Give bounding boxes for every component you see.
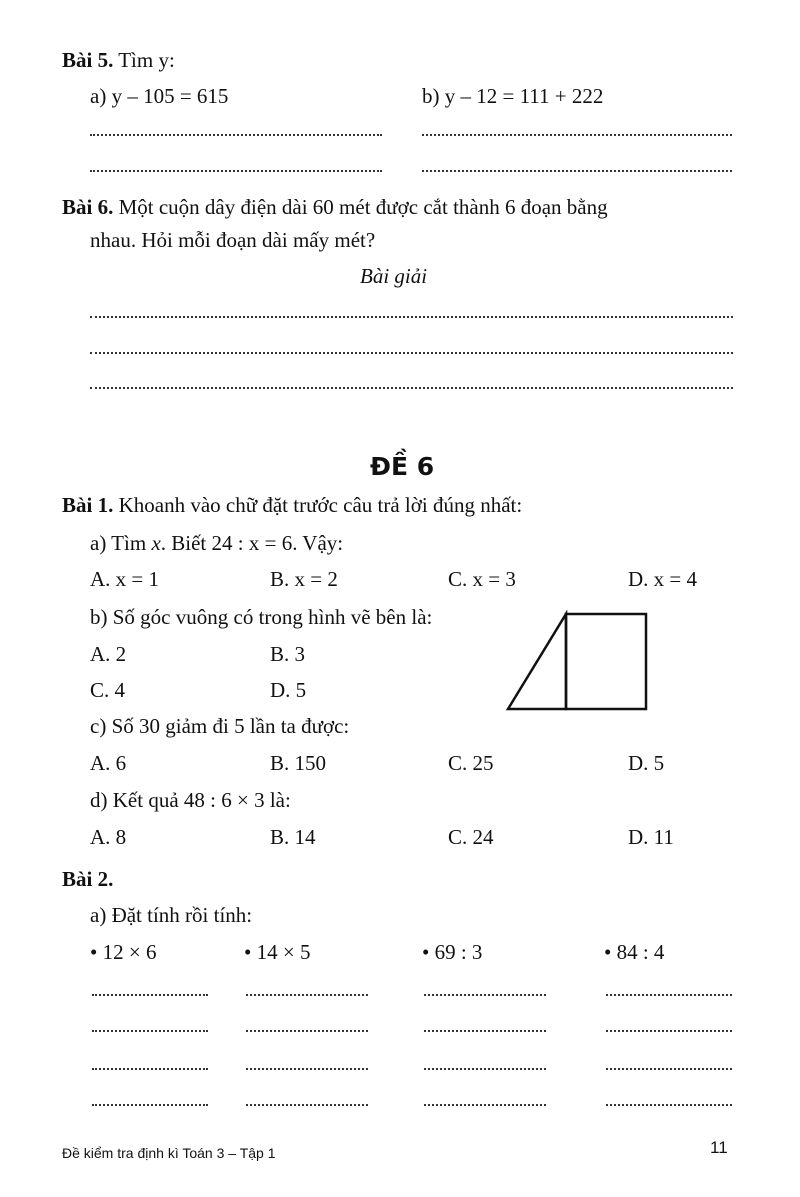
- working-line: [424, 1104, 546, 1106]
- calc-item-2: • 14 × 5: [244, 940, 311, 964]
- section-heading: ĐỀ 6: [370, 452, 435, 481]
- bai6-title: Bài 6.: [62, 195, 114, 219]
- right-angle-figure: [500, 606, 656, 714]
- bai2-title: Bài 2.: [62, 867, 114, 891]
- answer-line: [90, 170, 382, 172]
- calc-item-1: • 12 × 6: [90, 940, 157, 964]
- question-a-prefix: a) Tìm: [90, 531, 152, 555]
- option-b-a: A. 2: [90, 642, 127, 666]
- option-b-d: D. 5: [270, 678, 307, 702]
- option-c-b: B. 150: [270, 751, 327, 775]
- question-a-var: x: [151, 531, 161, 555]
- question-c: c) Số 30 giảm đi 5 lần ta được:: [90, 714, 350, 738]
- working-line: [606, 1068, 732, 1070]
- bai1-title: Bài 1.: [62, 493, 114, 517]
- bai5-title: Bài 5.: [62, 48, 114, 72]
- question-d: d) Kết quả 48 : 6 × 3 là:: [90, 788, 291, 812]
- book-footer: Đề kiểm tra định kì Toán 3 – Tập 1: [62, 1145, 276, 1161]
- working-line: [606, 1030, 732, 1032]
- option-c-d: D. 5: [628, 751, 665, 775]
- question-a: [90, 533, 343, 554]
- working-line: [424, 994, 546, 996]
- option-d-d: D. 11: [628, 825, 674, 849]
- option-b-c: C. 4: [90, 678, 126, 702]
- answer-line: [90, 352, 733, 354]
- working-line: [246, 994, 368, 996]
- bai5-heading: [62, 50, 175, 71]
- working-line: [606, 1104, 732, 1106]
- calc-item-4: • 84 : 4: [604, 940, 665, 964]
- page-number: 11: [710, 1138, 728, 1157]
- option-d-c: C. 24: [448, 825, 494, 849]
- option-a-a: A. x = 1: [90, 567, 160, 591]
- option-b-b: B. 3: [270, 642, 306, 666]
- working-line: [92, 1104, 208, 1106]
- calc-item-3: • 69 : 3: [422, 940, 483, 964]
- answer-line: [422, 134, 732, 136]
- working-line: [606, 994, 732, 996]
- working-line: [92, 994, 208, 996]
- answer-line: [90, 134, 382, 136]
- option-a-d: D. x = 4: [628, 567, 698, 591]
- option-d-b: B. 14: [270, 825, 316, 849]
- option-c-a: A. 6: [90, 751, 127, 775]
- working-line: [246, 1030, 368, 1032]
- solution-label: Bài giải: [360, 264, 428, 288]
- working-line: [92, 1030, 208, 1032]
- bai6-text-2: nhau. Hỏi mỗi đoạn dài mấy mét?: [90, 228, 376, 252]
- bai5-instruction: Tìm y:: [118, 48, 175, 72]
- working-line: [424, 1068, 546, 1070]
- bai2-part-a: a) Đặt tính rồi tính:: [90, 903, 253, 927]
- bai1-instruction: Khoanh vào chữ đặt trước câu trả lời đúng nhất:: [118, 493, 523, 517]
- answer-line: [422, 170, 732, 172]
- answer-line: [90, 387, 733, 389]
- option-a-c: C. x = 3: [448, 567, 516, 591]
- question-b: b) Số góc vuông có trong hình vẽ bên là:: [90, 605, 433, 629]
- bai5-part-b: b) y – 12 = 111 + 222: [422, 84, 604, 108]
- answer-line: [90, 316, 733, 318]
- option-c-c: C. 25: [448, 751, 494, 775]
- option-a-b: B. x = 2: [270, 567, 338, 591]
- working-line: [246, 1068, 368, 1070]
- working-line: [92, 1068, 208, 1070]
- bai6-text-1: Một cuộn dây điện dài 60 mét được cắt thành 6 đoạn bằng: [118, 195, 608, 219]
- bai5-part-a: a) y – 105 = 615: [90, 84, 229, 108]
- bai6-line1: [62, 197, 608, 218]
- bai1-heading: [62, 495, 522, 516]
- question-a-suffix: . Biết 24 : x = 6. Vậy:: [160, 531, 344, 555]
- option-d-a: A. 8: [90, 825, 127, 849]
- working-line: [246, 1104, 368, 1106]
- working-line: [424, 1030, 546, 1032]
